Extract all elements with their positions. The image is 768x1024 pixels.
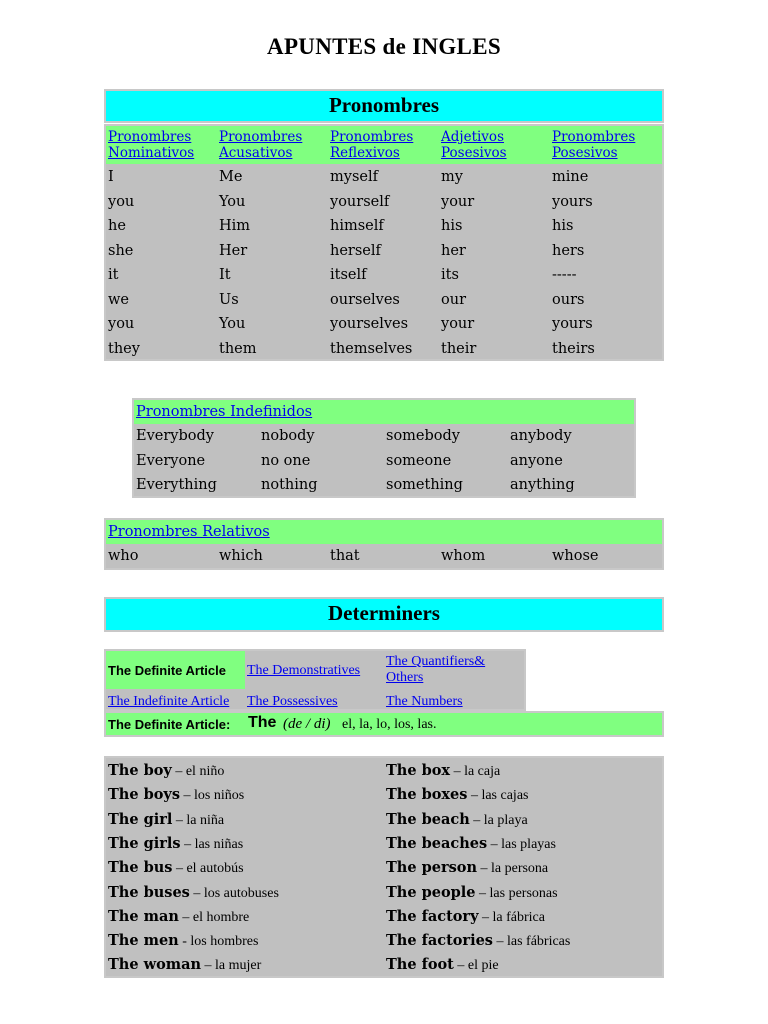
quantifiers-link[interactable]: The Quantifiers& <box>386 654 486 669</box>
example-english: The boys <box>108 786 181 804</box>
pronombres-cell: itself <box>330 267 367 283</box>
pronombres-cell: yourselves <box>330 316 409 332</box>
pronombres-cell: she <box>108 242 134 259</box>
pronombres-header-link-4[interactable] <box>552 129 635 161</box>
example-english: The person <box>386 859 477 877</box>
example-spanish: – las cajas <box>467 788 529 804</box>
indefinidos-cell: someone <box>386 452 452 469</box>
example-english: The factories <box>386 932 493 950</box>
pronombres-cell: your <box>441 193 475 210</box>
example-row <box>108 884 279 902</box>
example-english: The man <box>108 907 179 925</box>
example-english: The bus <box>108 859 173 877</box>
pronombres-cell: they <box>108 340 140 357</box>
example-spanish: – la fábrica <box>478 909 545 925</box>
pronombres-cell: You <box>219 193 246 210</box>
pronombres-cell: her <box>441 242 466 259</box>
page-title: APUNTES de INGLES <box>267 34 501 59</box>
demonstratives-link[interactable]: The Demonstratives <box>247 663 361 678</box>
definite-article-active-cell <box>106 651 245 689</box>
example-row <box>386 884 558 902</box>
pronombres-cell: It <box>219 267 231 283</box>
header-line-2[interactable]: Posesivos <box>552 145 618 161</box>
indefinidos-cell: nothing <box>261 477 318 493</box>
header-line-2[interactable]: Nominativos <box>108 145 195 161</box>
relativos-header-link[interactable]: Pronombres Relativos <box>108 524 270 540</box>
indefinidos-cell: somebody <box>386 428 460 444</box>
pronombres-cell: your <box>441 316 475 332</box>
example-spanish: – las niñas <box>180 836 244 852</box>
relativos-cell: whose <box>552 548 599 564</box>
indefinidos-cell: no one <box>261 452 311 469</box>
determiners-banner: Determiners <box>104 597 664 632</box>
example-row <box>386 811 528 829</box>
relativos-cell: which <box>219 548 263 564</box>
pronombres-cell: Him <box>219 218 251 234</box>
pronombres-cell: ourselves <box>330 291 400 308</box>
definite-article-the: The <box>248 714 277 731</box>
example-spanish: – el hombre <box>178 909 250 925</box>
pronombres-cell: yours <box>552 316 593 332</box>
pronombres-cell: hers <box>552 242 585 259</box>
example-spanish: – la persona <box>477 861 549 877</box>
header-line-1[interactable]: Pronombres <box>108 129 192 145</box>
example-english: The factory <box>386 907 479 925</box>
indefinite-article-link[interactable]: The Indefinite Article <box>108 694 230 709</box>
relativos-cell: who <box>108 548 139 564</box>
pronombres-cell: ----- <box>552 267 577 283</box>
header-line-2[interactable]: Reflexivos <box>330 145 400 161</box>
definite-article-line <box>104 711 664 737</box>
pronombres-cell: ours <box>552 291 585 308</box>
pronombres-cell: he <box>108 218 126 234</box>
example-spanish: – los autobuses <box>189 885 279 901</box>
example-english: The buses <box>108 883 190 901</box>
indefinidos-header-row <box>134 400 634 424</box>
definite-article-note: (de / di) <box>283 716 331 732</box>
example-spanish: – los niños <box>180 788 245 804</box>
pronombres-cell: Me <box>219 169 243 185</box>
pronombres-cell: Us <box>219 291 239 308</box>
example-spanish: – el niño <box>171 764 225 779</box>
example-spanish: – la mujer <box>201 958 262 974</box>
pronombres-cell: herself <box>330 242 381 259</box>
header-line-2[interactable]: Posesivos <box>441 145 507 161</box>
example-spanish: – las personas <box>475 885 558 901</box>
indefinidos-header-link[interactable]: Pronombres Indefinidos <box>136 404 313 420</box>
header-line-1[interactable]: Pronombres <box>219 129 303 145</box>
pronombres-cell: we <box>108 291 129 308</box>
pronombres-header-link-2[interactable] <box>330 129 413 161</box>
indefinidos-cell: anybody <box>510 428 572 444</box>
definite-article-active-label: The Definite Article <box>108 663 226 678</box>
header-line-1[interactable]: Adjetivos <box>441 129 504 145</box>
examples-table <box>104 756 664 978</box>
example-spanish: – la playa <box>469 812 528 828</box>
definite-article-tail: el, la, lo, los, las. <box>342 717 437 732</box>
indefinidos-cell: Everything <box>136 477 217 493</box>
pronombres-cell: I <box>108 169 114 185</box>
example-english: The girl <box>108 810 173 828</box>
example-row <box>386 908 545 926</box>
pronombres-cell: our <box>441 291 466 308</box>
indefinidos-table <box>132 398 636 498</box>
example-spanish: – el pie <box>453 958 499 974</box>
header-line-1[interactable]: Pronombres <box>552 129 636 145</box>
pronombres-cell: their <box>441 340 477 357</box>
pronombres-cell: himself <box>330 218 384 234</box>
example-english: The beaches <box>386 834 488 852</box>
example-english: The boxes <box>386 786 468 804</box>
example-spanish: – las fábricas <box>492 934 571 950</box>
example-spanish: – la caja <box>450 764 501 779</box>
pronombres-cell: myself <box>330 169 378 185</box>
pronombres-header-link-3[interactable] <box>441 129 507 161</box>
example-english: The foot <box>386 956 454 974</box>
indefinidos-cell: nobody <box>261 428 315 444</box>
pronombres-header-link-0[interactable] <box>108 129 194 161</box>
example-row <box>386 835 556 853</box>
pronombres-cell: its <box>441 267 459 283</box>
example-row <box>386 932 570 950</box>
pronombres-banner: Pronombres <box>104 89 664 123</box>
pronombres-cell: themselves <box>330 340 413 357</box>
indefinidos-cell: anything <box>510 477 575 493</box>
quantifiers-link-others[interactable]: Others <box>386 670 424 685</box>
pronombres-cell: my <box>441 169 463 185</box>
example-row <box>108 811 224 829</box>
example-spanish: - los hombres <box>178 934 259 950</box>
example-english: The boy <box>108 762 172 779</box>
determiners-nav <box>104 649 526 711</box>
indefinidos-cell: something <box>386 477 463 493</box>
example-english: The girls <box>108 834 181 852</box>
pronombres-cell: yours <box>552 193 593 210</box>
relativos-cell: whom <box>441 548 486 564</box>
header-line-1[interactable]: Pronombres <box>330 129 414 145</box>
example-spanish: – las playas <box>487 836 556 852</box>
example-english: The people <box>386 883 476 901</box>
example-spanish: – el autobús <box>172 861 244 877</box>
possessives-link[interactable]: The Possessives <box>247 694 338 709</box>
example-row <box>386 762 500 780</box>
pronombres-cell: You <box>219 316 246 332</box>
indefinidos-cell: Everybody <box>136 428 214 444</box>
pronombres-cell: it <box>108 267 119 283</box>
indefinidos-cell: anyone <box>510 452 563 469</box>
example-spanish: – la niña <box>172 812 225 828</box>
example-english: The beach <box>386 810 470 828</box>
example-row <box>108 859 244 877</box>
definite-article-label: The Definite Article: <box>108 717 231 732</box>
pronombres-cell: you <box>108 316 135 332</box>
pronombres-cell: Her <box>219 242 248 259</box>
example-english: The woman <box>108 956 202 974</box>
example-row <box>108 932 258 950</box>
pronombres-header-link-1[interactable] <box>219 129 302 161</box>
pronombres-table <box>104 124 664 361</box>
header-line-2[interactable]: Acusativos <box>219 145 293 161</box>
pronombres-cell: his <box>441 218 463 234</box>
relativos-cell: that <box>330 548 360 564</box>
pronombres-cell: his <box>552 218 574 234</box>
example-row <box>108 762 224 780</box>
numbers-link[interactable]: The Numbers <box>386 694 463 709</box>
pronombres-cell: mine <box>552 169 589 185</box>
example-row <box>108 956 261 974</box>
example-english: The box <box>386 762 451 779</box>
example-row <box>108 835 243 853</box>
example-row <box>386 786 528 804</box>
example-row <box>108 786 244 804</box>
pronombres-cell: theirs <box>552 340 595 357</box>
example-row <box>386 956 499 974</box>
relativos-table <box>104 518 664 570</box>
pronombres-cell: you <box>108 193 135 210</box>
pronombres-cell: yourself <box>330 193 390 210</box>
relativos-header-row <box>106 520 662 544</box>
example-row <box>108 908 249 926</box>
pronombres-cell: them <box>219 340 257 357</box>
indefinidos-cell: Everyone <box>136 452 206 469</box>
example-row <box>386 859 548 877</box>
example-english: The men <box>108 932 179 950</box>
